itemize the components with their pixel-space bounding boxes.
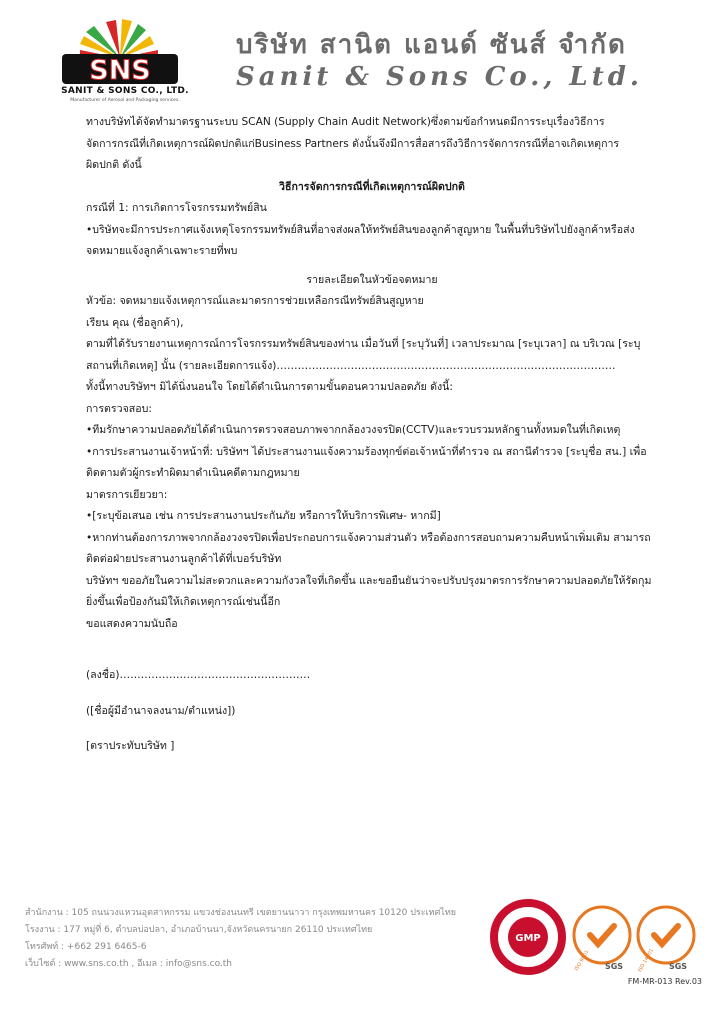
report-line-1: ตามที่ได้รับรายงานเหตุการณ์การโจรกรรมทรัพย์สินของท่าน เมื่อวันที่ [ระบุวันที่] เวลาประมาณ [ระบุเวลา] ณ บริเวณ [ระบุ [86,338,641,350]
remedy-heading: มาตรการเยียวยา: [86,488,168,501]
company-name-english: Sanit & Sons Co., Ltd. [236,62,643,92]
letter-body [86,112,658,758]
document-title: วิธีการจัดการกรณีที่เกิดเหตุการณ์ผิดปกติ [279,180,465,193]
iso-14001-badge-icon [637,907,694,973]
case-heading: กรณีที่ 1: การเกิดการโจรกรรมทรัพย์สิน [86,202,267,214]
letter-salutation: เรียน คุณ (ชื่อลูกค้า), [86,316,184,329]
signature-line: (ลงชื่อ)……………………………………………… [86,669,311,681]
iso-9001-badge-icon [574,907,630,972]
inspection-item-police-line-1: •การประสานงานเจ้าหน้าที่: บริษัทฯ ได้ประสานงานแจ้งความร้องทุกข์ต่อเจ้าหน้าที่ตำรวจ ณ สถานีตำรวจ [ระบุชื่อ สน.] เพื่อ [86,445,647,458]
remedy-item-2-line-1: •หากท่านต้องการภาพจากกล้องวงจรปิดเพื่อประกอบการแจ้งความส่วนตัว หรือต้องการสอบถามความคืบหน้าเพิ่มเติม สามารถ [86,531,651,544]
footer-phone: โทรศัพท์ : +662 291 6465-6 [25,942,147,952]
company-name-thai: บริษัท สานิต แอนด์ ซันส์ จำกัด [236,30,627,60]
form-number: FM-MR-013 Rev.03 [627,977,702,986]
remedy-item-1: •[ระบุข้อเสนอ เช่น การประสานงานประกันภัย หรือการให้บริการพิเศษ- หากมี] [86,510,441,522]
footer-factory: โรงงาน : 177 หมู่ที่ 6, ตำบลบ่อปลา, อำเภอบ้านนา,จังหวัดนครนายก 26110 ประเทศไทย [25,925,373,935]
sgs-label-1: SGS [604,962,624,971]
logo-company-name: SANIT & SONS CO., LTD. [61,86,189,96]
sgs-label-2: SGS [668,962,688,971]
logo-tagline: Manufacturer of Aerosol and Packaging services. [70,98,180,103]
apology-line-2: ยิ่งขึ้นเพื่อป้องกันมิให้เกิดเหตุการณ์เช่นนี้อีก [86,596,281,608]
intro-line-3: ผิดปกติ ดังนี้ [86,159,142,171]
company-stamp: [ตราประทับบริษัท ] [86,740,175,752]
apology-line-1: บริษัทฯ ขออภัยในความไม่สะดวกและความกังวลใจที่เกิดขึ้น และขอยืนยันว่าจะปรับปรุงมาตรการรักษาความปลอดภัยให้รัดกุม [86,574,652,587]
logo-text: SNS [89,55,151,86]
signer-name: ([ชื่อผู้มีอำนาจลงนาม/ตำแหน่ง]) [86,704,236,717]
intro-line-1: ทางบริษัทได้จัดทำมาตรฐานระบบ SCAN (Supply Chain Audit Network)ซึ่งตามข้อกำหนดมีการระบุเรื่องวิธีการ [86,116,605,128]
iso-14001-label: ISO 14001 [637,947,656,974]
inspection-item-police-line-2: ติดตามตัวผู้กระทำผิดมาดำเนินคดีตามกฎหมาย [86,467,300,479]
letter-heading: รายละเอียดในหัวข้อจดหมาย [306,273,438,286]
gmp-badge-icon [494,903,562,971]
footer-web: เว็บไซต์ : www.sns.co.th , อีเมล : info@sns.co.th [25,959,233,969]
case-bullet-line-1: •บริษัทจะมีการประกาศแจ้งเหตุโจรกรรมทรัพย์สินที่อาจส่งผลให้ทรัพย์สินของลูกค้าสูญหาย ในพื้นที่บริษัทไปยังลูกค้าหรือส่ง [86,223,635,236]
certification-badges [490,895,700,975]
letter-subject: หัวข้อ: จดหมายแจ้งเหตุการณ์และมาตรการช่วยเหลือกรณีทรัพย์สินสูญหาย [86,295,424,307]
assurance-text: ทั้งนี้ทางบริษัทฯ มิได้นิ่งนอนใจ โดยได้ดำเนินการตามขั้นตอนความปลอดภัย ดังนี้: [86,381,453,393]
intro-line-2: จัดการกรณีที่เกิดเหตุการณ์ผิดปกติแก่Business Partners ดังนั้นจึงมีการสื่อสารถึงวิธีการจัดการกรณีที่อาจเกิดเหตุการ [86,137,620,150]
report-line-2: สถานที่เกิดเหตุ] นั้น (รายละเอียดการแจ้ง)…………………………………………………………………………………… [86,359,616,372]
inspection-heading: การตรวจสอบ: [86,402,152,415]
iso-9001-label: ISO 9001 [573,949,591,972]
footer-office: สำนักงาน : 105 ถนนวงแหวนอุตสาหกรรม แขวงช่องนนทรี เขตยานนาวา กรุงเทพมหานคร 10120 ประเทศไทย [25,908,457,918]
case-bullet-line-2: จดหมายแจ้งลูกค้าเฉพาะรายที่พบ [86,245,238,257]
closing: ขอแสดงความนับถือ [86,617,178,630]
gmp-label: GMP [515,933,541,944]
letterhead [0,0,728,110]
footer-contact [25,905,485,973]
inspection-item-cctv: •ทีมรักษาความปลอดภัยได้ดำเนินการตรวจสอบภาพจากกล้องวงจรปิด(CCTV)และรวบรวมหลักฐานทั้งหมดในที่เกิดเหตุ [86,424,621,436]
remedy-item-2-line-2: ติดต่อฝ่ายประสานงานลูกค้าได้ที่เบอร์บริษัท [86,553,282,565]
company-logo [40,18,200,106]
